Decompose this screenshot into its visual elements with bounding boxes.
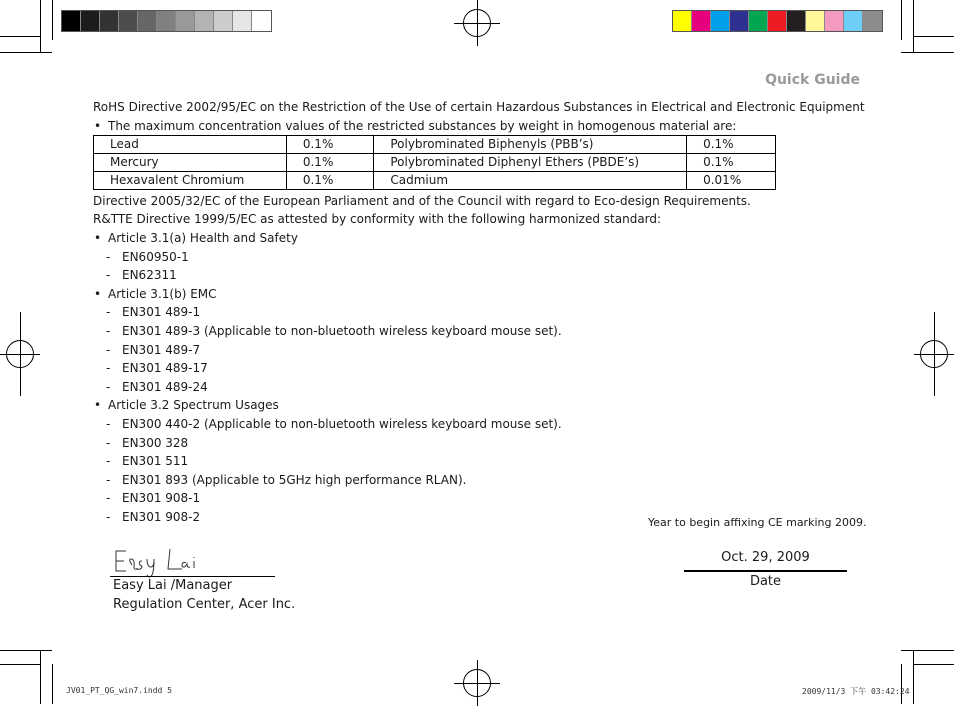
gray-swatch xyxy=(195,11,214,31)
handwritten-signature xyxy=(112,543,202,579)
standard-item: - EN300 440-2 (Applicable to non-bluetooth wireless keyboard mouse set). xyxy=(122,416,562,432)
color-swatch xyxy=(673,11,692,31)
concentration-cell: 0.1% xyxy=(687,154,776,172)
crop-mark xyxy=(901,52,954,53)
registration-crosshair xyxy=(934,312,935,396)
footer-file-name: JV01_PT_QG_win7.indd 5 xyxy=(66,686,172,695)
gray-swatch xyxy=(233,11,252,31)
gray-swatch xyxy=(176,11,195,31)
color-swatch xyxy=(825,11,844,31)
concentration-cell: 0.1% xyxy=(286,136,373,154)
concentration-cell: 0.1% xyxy=(286,154,373,172)
color-swatch xyxy=(806,11,825,31)
crop-mark xyxy=(901,664,902,704)
date-label: Date xyxy=(749,574,782,589)
crop-mark xyxy=(0,36,40,37)
registration-crosshair xyxy=(477,0,478,46)
registration-crosshair xyxy=(20,312,21,396)
standard-item: - EN301 489-3 (Applicable to non-bluetooth wireless keyboard mouse set). xyxy=(122,323,562,339)
article-heading: • Article 3.1(b) EMC xyxy=(108,286,217,302)
signatory-name: Easy Lai /Manager xyxy=(113,578,233,593)
color-swatch xyxy=(749,11,768,31)
substance-table xyxy=(93,135,776,190)
crop-mark xyxy=(901,0,902,40)
substance-name-cell: Polybrominated Diphenyl Ethers (PBDE’s) xyxy=(374,154,687,172)
gray-swatch xyxy=(62,11,81,31)
crop-mark xyxy=(913,650,914,704)
ecodesign-directive: Directive 2005/32/EC of the European Parliament and of the Council with regard to Eco-design Requirements. xyxy=(93,194,751,208)
gray-swatch xyxy=(252,11,271,31)
table-row xyxy=(94,172,776,190)
substance-name-cell: Cadmium xyxy=(374,172,687,190)
substance-name-cell: Mercury xyxy=(94,154,287,172)
crop-mark xyxy=(52,664,53,704)
gray-swatch xyxy=(100,11,119,31)
standard-item: - EN301 511 xyxy=(122,453,188,469)
article-heading: • Article 3.2 Spectrum Usages xyxy=(108,397,279,413)
concentration-cell: 0.01% xyxy=(687,172,776,190)
color-swatch xyxy=(863,11,882,31)
date-line xyxy=(684,570,847,572)
gray-swatch xyxy=(81,11,100,31)
concentration-cell: 0.1% xyxy=(687,136,776,154)
standard-item: - EN301 908-2 xyxy=(122,509,200,525)
crop-mark xyxy=(0,52,52,53)
color-swatch xyxy=(768,11,787,31)
color-swatch xyxy=(844,11,863,31)
rtte-heading: R&TTE Directive 1999/5/EC as attested by conformity with the following harmonized standard: xyxy=(93,212,662,226)
rohs-bullet: • The maximum concentration values of the restricted substances by weight in homogenous material are: xyxy=(108,118,736,134)
standard-item: - EN60950-1 xyxy=(122,249,189,265)
standard-item: - EN301 489-24 xyxy=(122,379,208,395)
standard-item: - EN301 489-1 xyxy=(122,304,200,320)
gray-swatch xyxy=(138,11,157,31)
standard-item: - EN301 908-1 xyxy=(122,490,200,506)
signature-date: Oct. 29, 2009 xyxy=(721,550,810,565)
color-swatch xyxy=(711,11,730,31)
color-swatch xyxy=(730,11,749,31)
table-row xyxy=(94,136,776,154)
crop-mark xyxy=(914,36,954,37)
color-swatch xyxy=(787,11,806,31)
signatory-organization: Regulation Center, Acer Inc. xyxy=(113,597,296,612)
gray-swatch xyxy=(119,11,138,31)
page-header-title: Quick Guide xyxy=(765,72,860,88)
crop-mark xyxy=(914,664,954,665)
rohs-heading: RoHS Directive 2002/95/EC on the Restriction of the Use of certain Hazardous Substances in Electrical and Electronic Equipment xyxy=(93,100,865,114)
crop-mark xyxy=(0,664,40,665)
crop-mark xyxy=(40,0,41,52)
substance-name-cell: Polybrominated Biphenyls (PBB’s) xyxy=(374,136,687,154)
cmyk-color-bar xyxy=(672,10,883,32)
footer-timestamp: 2009/11/3 下午 03:42:24 xyxy=(802,687,910,696)
standard-item: - EN301 489-17 xyxy=(122,360,208,376)
crop-mark xyxy=(40,650,41,704)
gray-swatch xyxy=(157,11,176,31)
standard-item: - EN300 328 xyxy=(122,435,188,451)
substance-name-cell: Lead xyxy=(94,136,287,154)
color-swatch xyxy=(692,11,711,31)
concentration-cell: 0.1% xyxy=(286,172,373,190)
grayscale-color-bar xyxy=(61,10,272,32)
ce-marking-year: Year to begin affixing CE marking 2009. xyxy=(648,516,867,529)
crop-mark xyxy=(52,0,53,40)
crop-mark xyxy=(913,0,914,52)
article-heading: • Article 3.1(a) Health and Safety xyxy=(108,230,298,246)
standard-item: - EN301 489-7 xyxy=(122,342,200,358)
table-row xyxy=(94,154,776,172)
standard-item: - EN301 893 (Applicable to 5GHz high performance RLAN). xyxy=(122,472,466,488)
gray-swatch xyxy=(214,11,233,31)
standard-item: - EN62311 xyxy=(122,267,177,283)
registration-crosshair xyxy=(477,660,478,706)
crop-mark xyxy=(0,650,52,651)
crop-mark xyxy=(901,650,954,651)
substance-name-cell: Hexavalent Chromium xyxy=(94,172,287,190)
